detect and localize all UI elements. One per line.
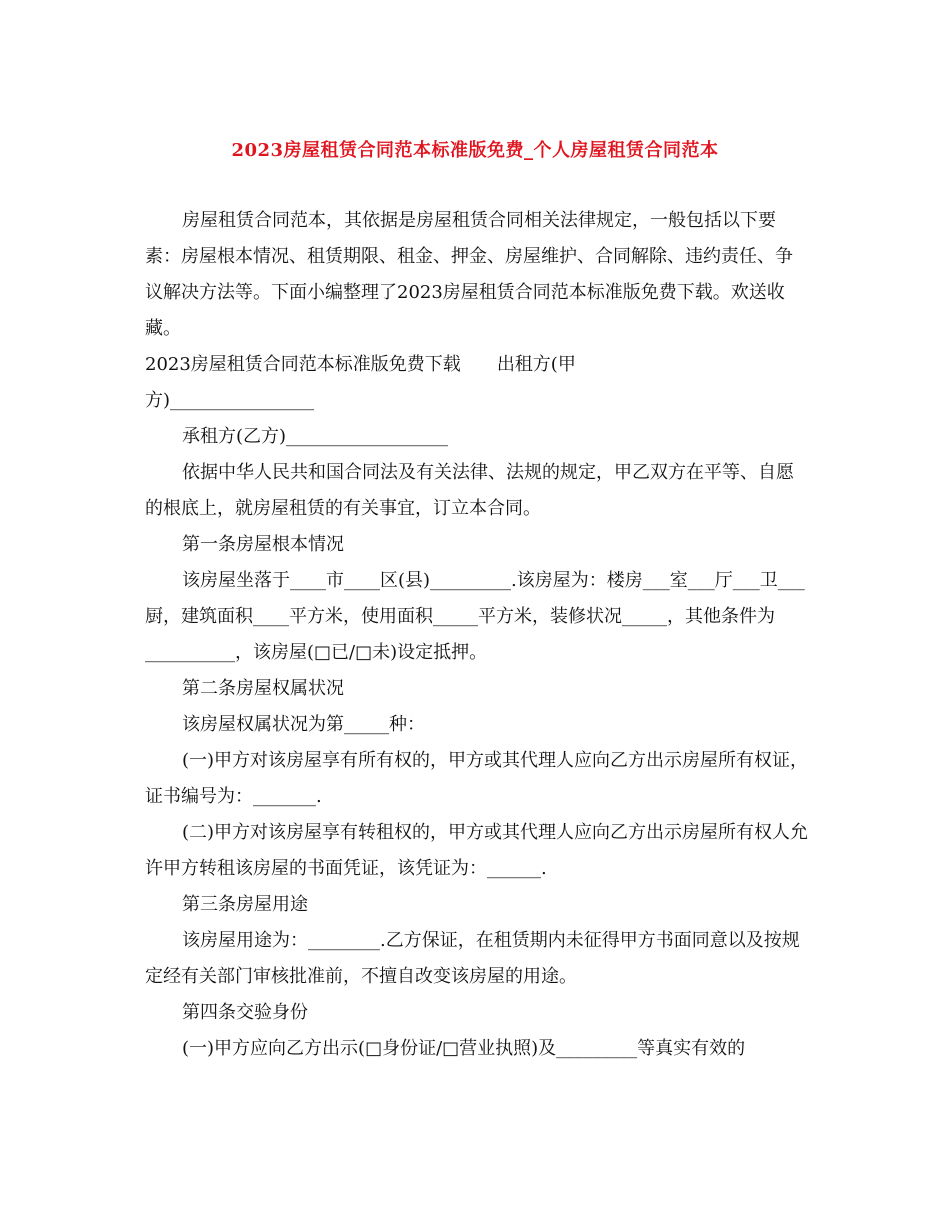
article3-text: 该房屋用途为：________.乙方保证，在租赁期内未征得甲方书面同意以及按规定经有关部门审核批准前，不擅自改变该房屋的用途。: [145, 930, 800, 987]
article4-title: 第四条交验身份: [182, 1002, 308, 1023]
article2-item2: (二)甲方对该房屋享有转租权的，甲方或其代理人应向乙方出示房屋所有权人允许甲方转租该房屋的书面凭证，该凭证为：______.: [145, 822, 809, 879]
article2-item1: (一)甲方对该房屋享有所有权的，甲方或其代理人应向乙方出示房屋所有权证，证书编号为：_______.: [145, 750, 809, 807]
article2-intro: 该房屋权属状况为第_____种：: [182, 714, 425, 735]
basis-paragraph: 依据中华人民共和国合同法及有关法律、法规的规定，甲乙双方在平等、自愿的根底上，就房屋租赁的有关事宜，订立本合同。: [145, 462, 794, 519]
article2-title: 第二条房屋权属状况: [182, 678, 344, 699]
article1-title: 第一条房屋根本情况: [182, 534, 344, 555]
intro-paragraph: 房屋租赁合同范本，其依据是房屋租赁合同相关法律规定，一般包括以下要素：房屋根本情况、租赁期限、租金、押金、房屋维护、合同解除、违约责任、争议解决方法等。下面小编整理了2023房屋租赁合同范本标准版免费下载。欢送收藏。: [145, 210, 793, 339]
article4-item1: (一)甲方应向乙方出示(□身份证/□营业执照)及_________等真实有效的: [182, 1038, 746, 1059]
heading-line-right: 出租方(甲: [496, 354, 576, 375]
lessee-line: 承租方(乙方)__________________: [182, 426, 449, 447]
document-body: [145, 203, 810, 1067]
document-title: 2023房屋租赁合同范本标准版免费_个人房屋租赁合同范本: [231, 140, 719, 161]
heading-line-left: 2023房屋租赁合同范本标准版免费下载: [145, 354, 461, 375]
article3-title: 第三条房屋用途: [182, 894, 308, 915]
article1-text: 该房屋坐落于____市____区(县)_________.该房屋为：楼房___室___厅___卫___厨，建筑面积____平方米，使用面积_____平方米，装修状况_____，其他条件为__________，该房屋(□已/□未)设定抵押。: [145, 570, 805, 663]
heading-line: [145, 347, 810, 383]
lessor-line: 方)________________: [145, 390, 315, 411]
